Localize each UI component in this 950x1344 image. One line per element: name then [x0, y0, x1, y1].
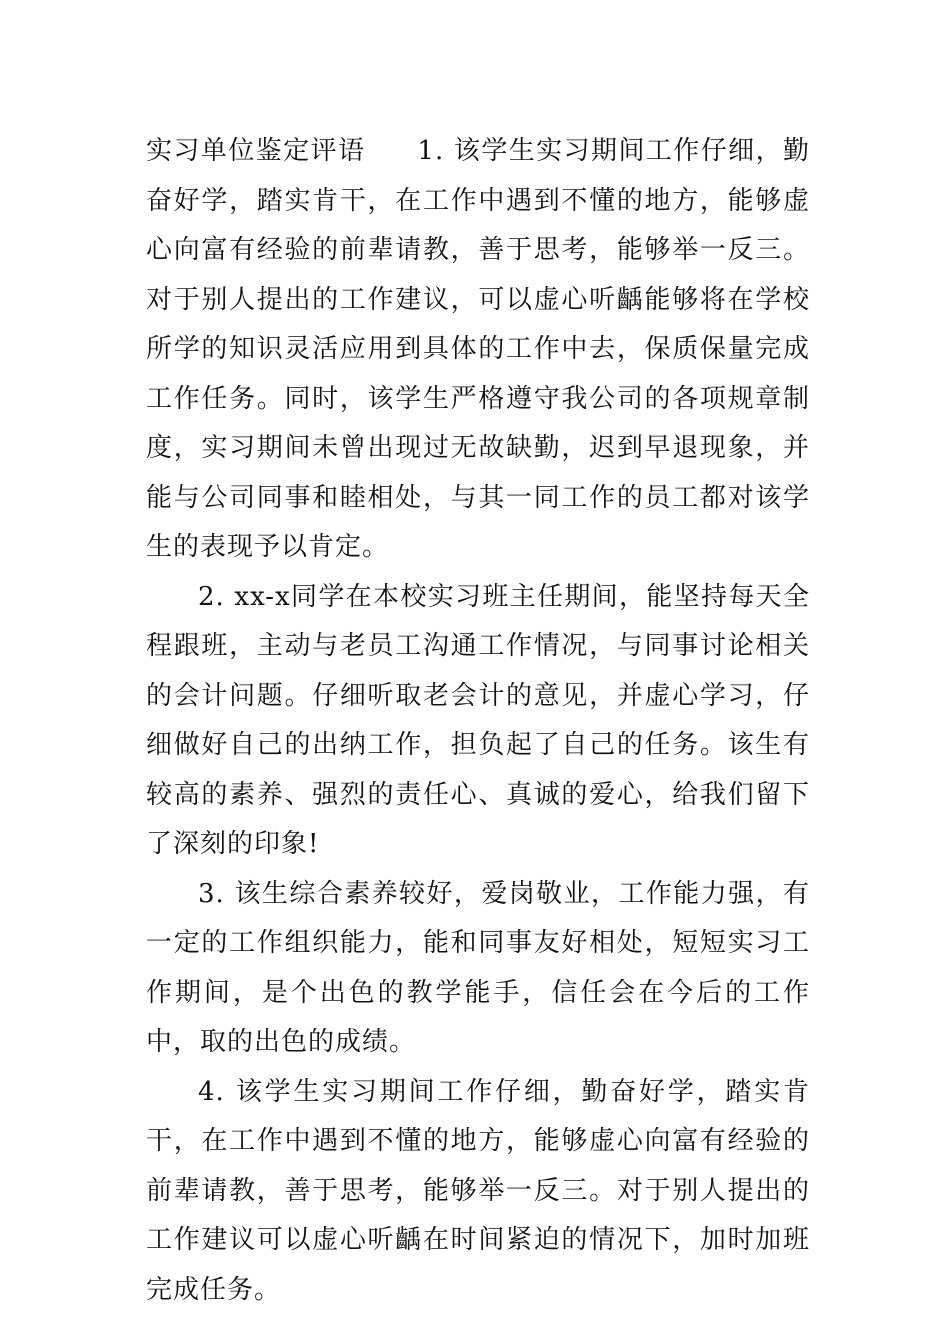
- document-heading: 实习单位鉴定评语: [146, 136, 366, 166]
- paragraph-3: 3. 该生综合素养较好，爱岗敬业，工作能力强，有一定的工作组织能力，能和同事友好相处，短短实习工作期间，是个出色的教学能手，信任会在今后的工作中，取的出色的成绩。: [146, 878, 810, 1057]
- paragraph-1: [146, 127, 810, 573]
- paragraph-2: 2. xx-x同学在本校实习班主任期间，能坚持每天全程跟班，主动与老员工沟通工作情况，与同事讨论相关的会计问题。仔细听取老会计的意见，并虚心学习，仔细做好自己的出纳工作，担负起了自己的任务。该生有较高的素养、强烈的责任心、真诚的爱心，给我们留下了深刻的印象!: [146, 581, 810, 859]
- document-body: [146, 127, 810, 1315]
- paragraph-1-text: 1. 该学生实习期间工作仔细，勤奋好学，踏实肯干，在工作中遇到不懂的地方，能够虚心向富有经验的前辈请教，善于思考，能够举一反三。对于别人提出的工作建议，可以虚心听齲能够将在学校所学的知识灵活应用到具体的工作中去，保质保量完成工作任务。同时，该学生严格遵守我公司的各项规章制度，实习期间未曾出现过无故缺勤，迟到早退现象，并能与公司同事和睦相处，与其一同工作的员工都对该学生的表现予以肯定。: [146, 136, 810, 562]
- paragraph-4: 4. 该学生实习期间工作仔细，勤奋好学，踏实肯干，在工作中遇到不懂的地方，能够虚心向富有经验的前辈请教，善于思考，能够举一反三。对于别人提出的工作建议可以虚心听齲在时间紧迫的情况下，加时加班完成任务。: [146, 1076, 810, 1305]
